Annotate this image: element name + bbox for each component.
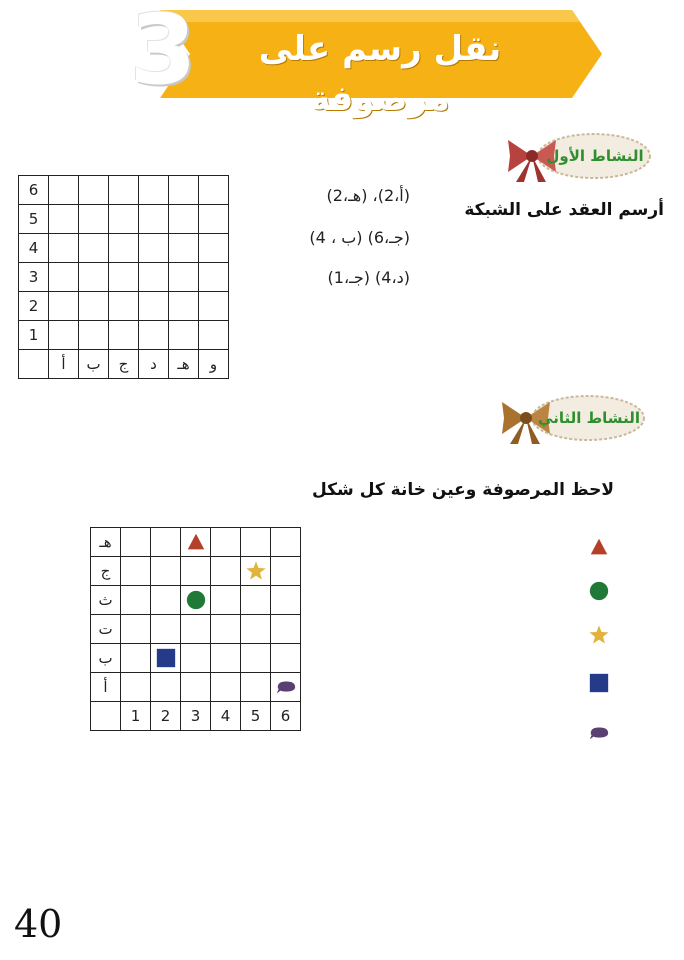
grid1-cell[interactable]: [199, 176, 229, 205]
grid2-cell-star[interactable]: [241, 557, 271, 586]
grid1-row-label: 6: [19, 176, 49, 205]
grid2-column-label: 3: [181, 702, 211, 731]
grid2-cell-triangle[interactable]: [181, 528, 211, 557]
grid2-cell[interactable]: [121, 615, 151, 644]
grid1-cell[interactable]: [109, 176, 139, 205]
grid2-cell[interactable]: [181, 673, 211, 702]
grid2-cell[interactable]: [181, 644, 211, 673]
grid2-cell[interactable]: [181, 557, 211, 586]
coordinate-pair-3: (د،4) (جـ،1): [327, 268, 410, 287]
grid2-row-label: هـ: [91, 528, 121, 557]
activity1-badge: [502, 128, 652, 184]
grid2-cell[interactable]: [211, 673, 241, 702]
grid1-cell[interactable]: [49, 292, 79, 321]
grid2-row: [91, 586, 301, 615]
grid1-column-label: ب: [79, 350, 109, 379]
grid2-row-label: ج: [91, 557, 121, 586]
grid1-cell[interactable]: [49, 205, 79, 234]
grid1-row: [19, 321, 229, 350]
grid2-cell[interactable]: [271, 615, 301, 644]
square-icon: [155, 647, 177, 669]
lesson-number: 3: [129, 0, 197, 106]
grid2-column-label: 2: [151, 702, 181, 731]
grid1-corner: [19, 350, 49, 379]
grid1-row-label: 3: [19, 263, 49, 292]
grid2-row: [91, 644, 301, 673]
grid1-cell[interactable]: [169, 176, 199, 205]
grid1-column-label: و: [199, 350, 229, 379]
activity2-badge-label: النشاط الثاني: [538, 409, 640, 427]
grid2-cell[interactable]: [241, 673, 271, 702]
grid1-column-label: د: [139, 350, 169, 379]
grid1-cell[interactable]: [139, 292, 169, 321]
grid2-column-label: 6: [271, 702, 301, 731]
grid1-cell[interactable]: [169, 234, 199, 263]
grid2-row-label: أ: [91, 673, 121, 702]
grid2-cell[interactable]: [211, 557, 241, 586]
star-icon: [588, 624, 610, 646]
lesson-title: نقل رسم على مرصوفة: [258, 29, 502, 119]
star-icon: [245, 560, 267, 582]
grid1-cell[interactable]: [199, 205, 229, 234]
circle-icon: [588, 580, 610, 602]
grid2-cell-circle[interactable]: [181, 586, 211, 615]
grid1-row-label: 2: [19, 292, 49, 321]
grid1-column-label: ج: [109, 350, 139, 379]
coordinate-grid-2: [90, 527, 301, 731]
grid1-cell[interactable]: [169, 321, 199, 350]
coordinate-grid-1: [18, 175, 229, 379]
grid1-column-label-row: [19, 350, 229, 379]
legend-item-star: [586, 624, 612, 650]
grid2-row: [91, 673, 301, 702]
grid2-cell[interactable]: [151, 615, 181, 644]
grid1-cell[interactable]: [79, 176, 109, 205]
grid1-cell[interactable]: [199, 234, 229, 263]
grid2-cell-square[interactable]: [151, 644, 181, 673]
grid2-row: [91, 557, 301, 586]
grid1-cell[interactable]: [109, 234, 139, 263]
grid2-cell[interactable]: [211, 586, 241, 615]
grid1-row: [19, 292, 229, 321]
activity2-badge: [496, 390, 646, 446]
grid2-row-label: ث: [91, 586, 121, 615]
grid1-cell[interactable]: [169, 205, 199, 234]
grid2-column-label: 4: [211, 702, 241, 731]
grid2-cell[interactable]: [241, 528, 271, 557]
grid1-cell[interactable]: [79, 292, 109, 321]
grid2-cell[interactable]: [271, 557, 301, 586]
grid1-row: [19, 234, 229, 263]
grid1-cell[interactable]: [79, 205, 109, 234]
speech-bubble-icon: [275, 676, 297, 698]
legend-item-square: [586, 672, 612, 698]
grid2-corner: [91, 702, 121, 731]
grid1-cell[interactable]: [109, 321, 139, 350]
grid2-cell[interactable]: [241, 644, 271, 673]
grid2-cell[interactable]: [211, 528, 241, 557]
grid1-cell[interactable]: [139, 205, 169, 234]
grid1-column-label: أ: [49, 350, 79, 379]
grid1-cell[interactable]: [139, 321, 169, 350]
coordinate-pair-1: (أ،2)، (هـ،2): [326, 186, 410, 205]
grid1-row: [19, 205, 229, 234]
grid2-cell-speech-bubble[interactable]: [271, 673, 301, 702]
grid1-cell[interactable]: [169, 292, 199, 321]
grid2-cell[interactable]: [121, 644, 151, 673]
grid2-cell[interactable]: [271, 528, 301, 557]
grid2-cell[interactable]: [271, 586, 301, 615]
grid1-cell[interactable]: [109, 205, 139, 234]
grid2-cell[interactable]: [151, 586, 181, 615]
grid2-column-label: 5: [241, 702, 271, 731]
circle-icon: [185, 589, 207, 611]
activity1-instruction: أرسم العقد على الشبكة: [464, 200, 664, 220]
grid1-row-label: 1: [19, 321, 49, 350]
grid2-cell[interactable]: [121, 586, 151, 615]
grid1-cell[interactable]: [109, 292, 139, 321]
square-icon: [588, 672, 610, 694]
activity1-badge-label: النشاط الأول: [546, 147, 644, 165]
grid1-cell[interactable]: [79, 263, 109, 292]
grid1-cell[interactable]: [199, 292, 229, 321]
grid1-cell[interactable]: [49, 321, 79, 350]
grid1-cell[interactable]: [199, 321, 229, 350]
grid1-cell[interactable]: [139, 263, 169, 292]
grid2-row: [91, 615, 301, 644]
triangle-icon: [185, 531, 207, 553]
page-number: 40: [14, 902, 63, 946]
grid1-cell[interactable]: [139, 176, 169, 205]
grid1-cell[interactable]: [49, 176, 79, 205]
speech-bubble-icon: [588, 722, 610, 744]
grid2-cell[interactable]: [151, 557, 181, 586]
grid2-column-label: 1: [121, 702, 151, 731]
grid2-row: [91, 528, 301, 557]
grid1-cell[interactable]: [169, 263, 199, 292]
grid2-cell[interactable]: [211, 615, 241, 644]
legend-item-circle: [586, 580, 612, 606]
grid2-cell[interactable]: [241, 586, 271, 615]
grid2-cell[interactable]: [241, 615, 271, 644]
grid2-cell[interactable]: [121, 557, 151, 586]
grid1-row-label: 5: [19, 205, 49, 234]
grid2-cell[interactable]: [271, 644, 301, 673]
grid2-row-label: ت: [91, 615, 121, 644]
grid2-row-label: ب: [91, 644, 121, 673]
grid1-cell[interactable]: [199, 263, 229, 292]
grid1-cell[interactable]: [109, 263, 139, 292]
grid2-cell[interactable]: [121, 528, 151, 557]
grid1-cell[interactable]: [49, 234, 79, 263]
grid2-cell[interactable]: [211, 644, 241, 673]
triangle-icon: [588, 536, 610, 558]
grid1-cell[interactable]: [79, 234, 109, 263]
grid1-cell[interactable]: [139, 234, 169, 263]
grid2-cell[interactable]: [151, 673, 181, 702]
legend-item-triangle: [586, 536, 612, 562]
grid1-cell[interactable]: [79, 321, 109, 350]
grid1-cell[interactable]: [49, 263, 79, 292]
activity2-instruction: لاحظ المرصوفة وعين خانة كل شكل: [312, 480, 614, 500]
coordinate-pair-2: (جـ،6) (ب ، 4): [309, 228, 410, 247]
grid1-row: [19, 176, 229, 205]
grid1-row: [19, 263, 229, 292]
grid1-column-label: هـ: [169, 350, 199, 379]
grid1-row-label: 4: [19, 234, 49, 263]
grid2-cell[interactable]: [151, 528, 181, 557]
grid2-column-label-row: [91, 702, 301, 731]
grid2-cell[interactable]: [121, 673, 151, 702]
legend-item-speech-bubble: [586, 722, 612, 748]
grid2-cell[interactable]: [181, 615, 211, 644]
